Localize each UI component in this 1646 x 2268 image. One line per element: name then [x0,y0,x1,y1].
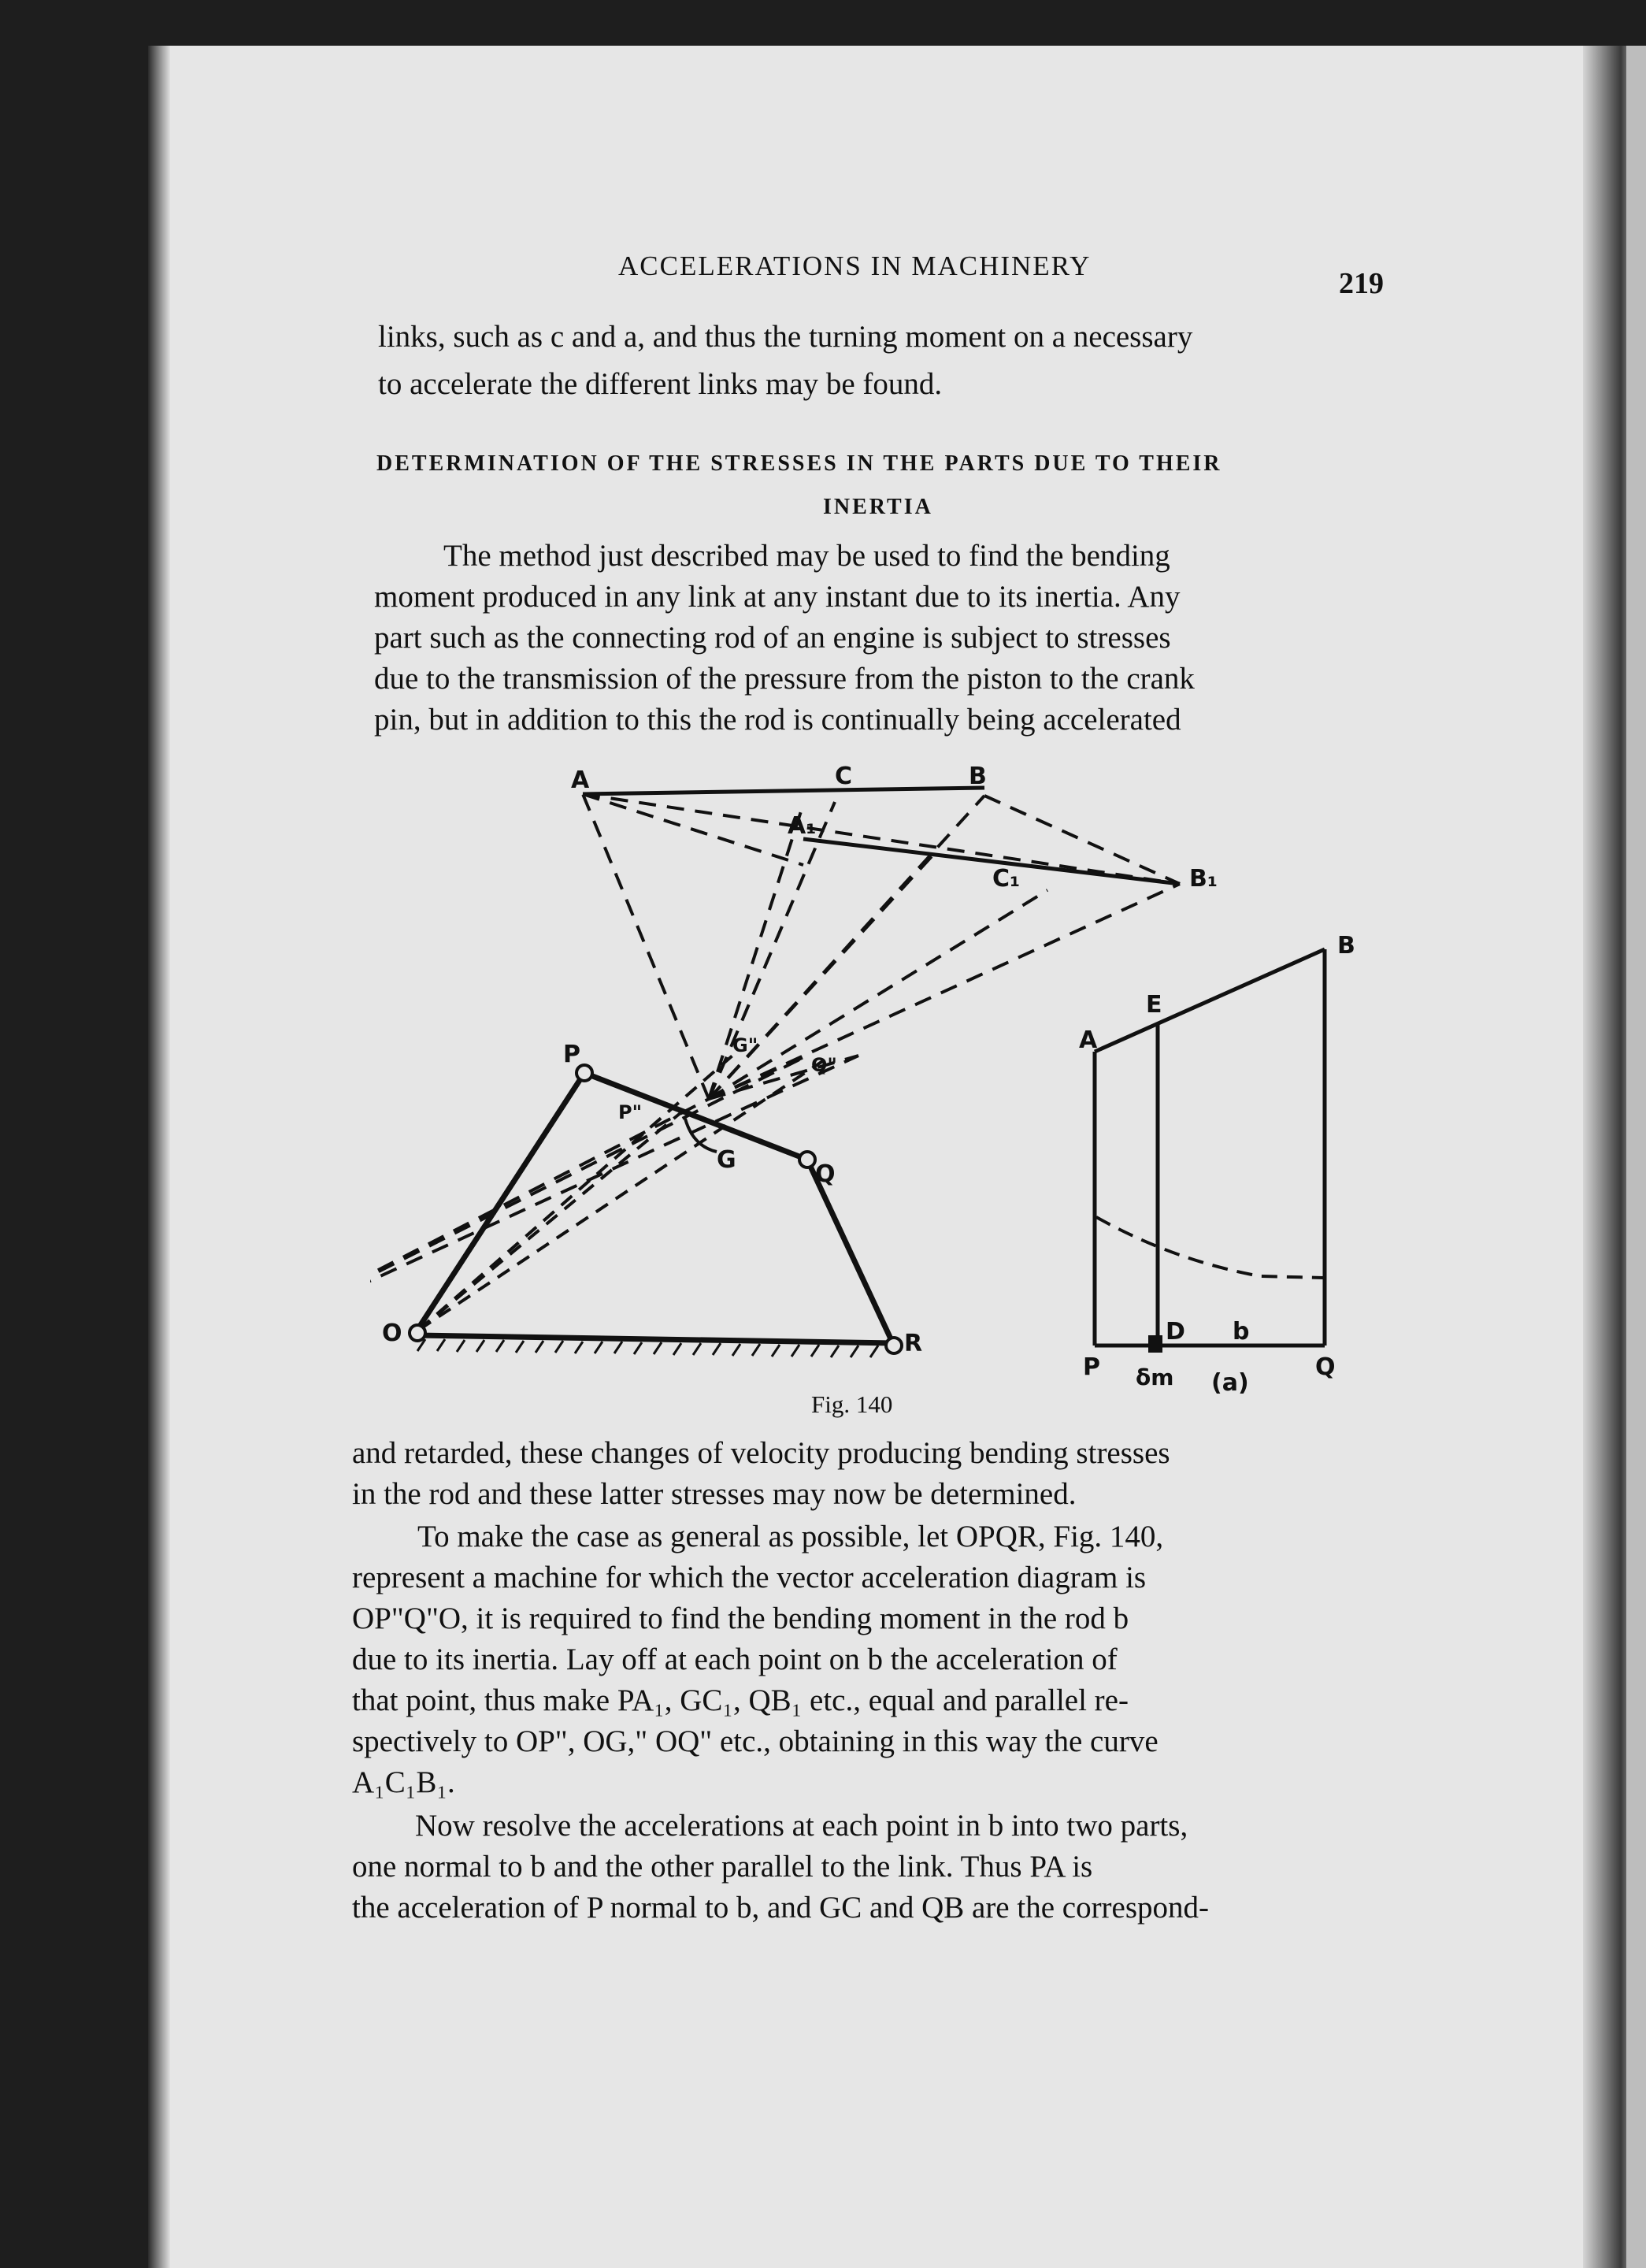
intro-line: to accelerate the different links may be found. [378,367,943,401]
label-g2: G" [732,1034,758,1056]
label-a-e: E [1146,991,1162,1019]
mechanism-links [417,1073,894,1346]
label-a-b-small: b [1233,1318,1250,1346]
joint-o [410,1325,425,1341]
label-g: G [717,1146,736,1174]
label-a-p: P [1083,1353,1100,1381]
label-p2: P" [618,1101,643,1123]
label-a-b: B [1337,932,1355,960]
label-b: B [969,763,987,790]
label-a1: A₁ [788,812,817,840]
label-q: Q [815,1160,836,1188]
paragraph-line: spectively to OP", OG," OQ" etc., obtaining in this way the curve [352,1724,1159,1758]
label-c1: C₁ [992,865,1021,893]
paragraph-line: To make the case as general as possible, let OPQR, Fig. 140, [417,1520,1164,1553]
book-spine [148,46,170,2268]
label-a-dm: δm [1136,1364,1174,1390]
intro-line: links, such as c and a, and thus the turning moment on a necessary [378,320,1193,354]
paragraph-line: due to its inertia. Lay off at each point on b the acceleration of [352,1643,1118,1676]
paragraph-line: A₁C₁B₁. [352,1765,455,1799]
page-edge-outer [1626,46,1646,2268]
paragraph-line: moment produced in any link at any instant due to its inertia. Any [374,580,1181,614]
joint-q [799,1152,815,1167]
joint-r [886,1338,902,1353]
figure-caption: Fig. 140 [811,1390,893,1418]
figure-140 [370,748,1402,1410]
label-r: R [904,1330,923,1357]
paragraph-line: that point, thus make PA₁, GC₁, QB₁ etc., equal and parallel re- [352,1683,1129,1717]
section-heading: DETERMINATION OF THE STRESSES IN THE PARTS DUE TO THEIR [376,451,1222,476]
diagram-a [1095,949,1325,1346]
paragraph-line: Now resolve the accelerations at each point in b into two parts, [415,1809,1188,1843]
label-a-q: Q [1315,1353,1336,1381]
page-number: 219 [1339,267,1384,300]
paragraph-line: represent a machine for which the vector acceleration diagram is [352,1561,1147,1594]
paragraph-line: part such as the connecting rod of an engine is subject to stresses [374,621,1171,655]
paragraph-line: The method just described may be used to find the bending [443,539,1170,573]
paragraph-line: the acceleration of P normal to b, and GC and QB are the correspond- [352,1891,1210,1925]
paragraph-line: in the rod and these latter stresses may now be determined. [352,1477,1077,1511]
running-header: ACCELERATIONS IN MACHINERY [618,251,1092,281]
paragraph-line: pin, but in addition to this the rod is continually being accelerated [374,703,1181,737]
paragraph-line: and retarded, these changes of velocity producing bending stresses [352,1436,1170,1470]
label-o: O [382,1320,402,1347]
label-a: A [571,767,590,794]
paragraph-line: OP"Q"O, it is required to find the bending moment in the rod b [352,1602,1129,1635]
label-p: P [563,1041,580,1068]
paragraph-line: one normal to b and the other parallel to the link. Thus PA is [352,1850,1093,1884]
label-a-a: A [1079,1026,1098,1054]
label-a-tag: (a) [1211,1369,1249,1397]
label-c: C [835,763,853,790]
label-b1: B₁ [1189,865,1218,893]
label-q2: Q" [811,1054,837,1076]
dashed-construction-lines [370,794,1180,1335]
label-a-d: D [1166,1318,1185,1346]
section-heading: INERTIA [823,495,933,519]
paragraph-line: due to the transmission of the pressure from the piston to the crank [374,662,1195,696]
